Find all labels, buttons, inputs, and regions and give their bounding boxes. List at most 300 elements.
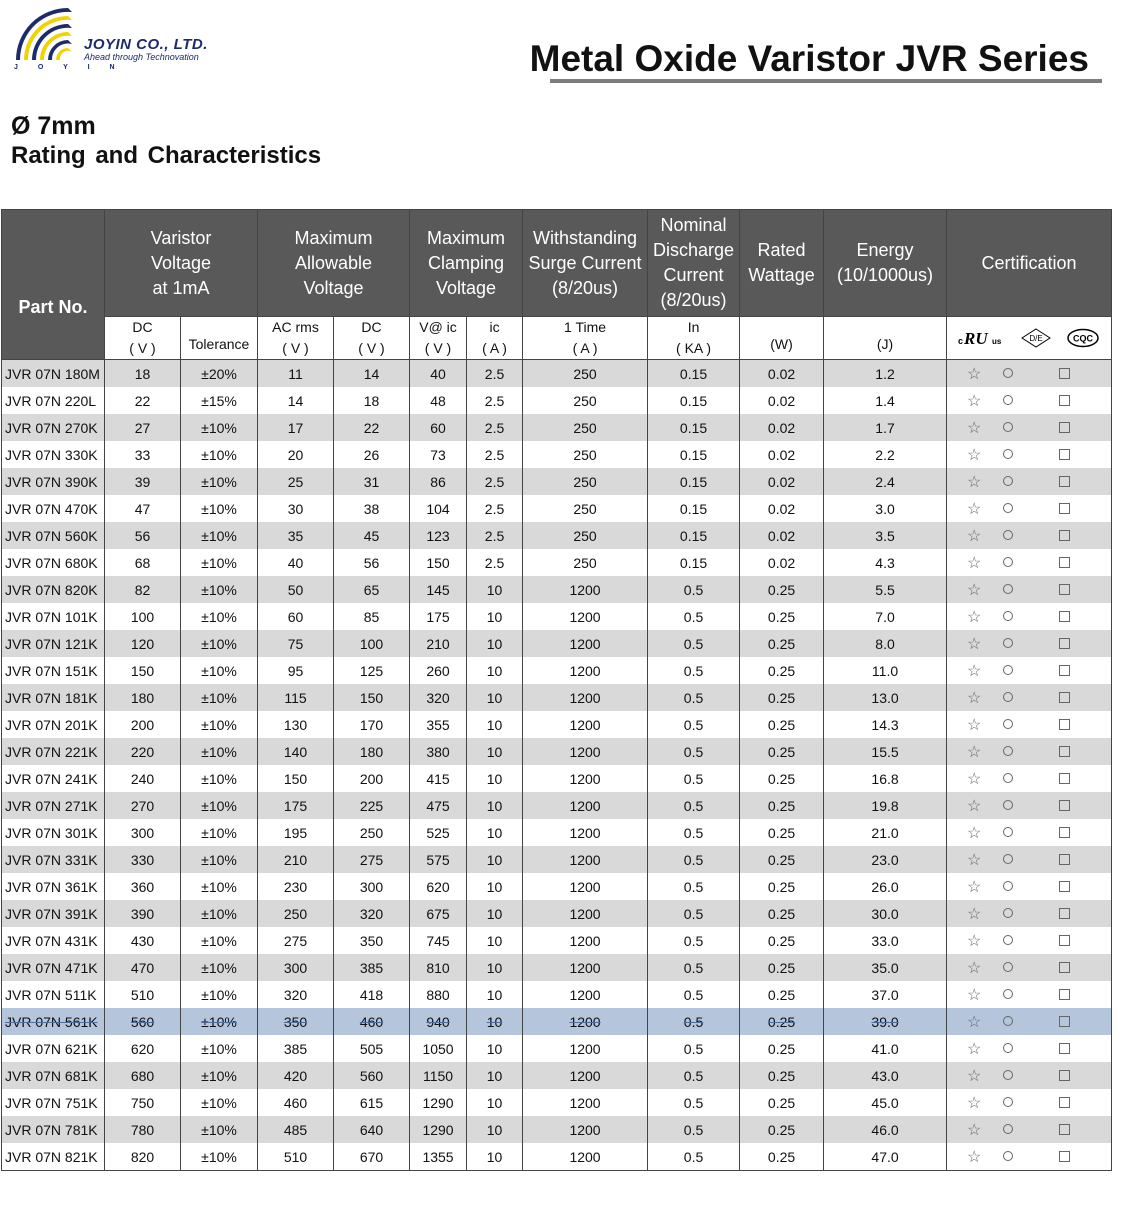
cell-ac-rms: 460 <box>258 1089 334 1116</box>
square-mark-icon <box>1059 773 1070 784</box>
document-title: Metal Oxide Varistor JVR Series <box>529 38 1089 79</box>
cell-clamp-voltage: 260 <box>410 657 467 684</box>
title-underline <box>550 79 1102 83</box>
cell-discharge-current: 0.5 <box>648 738 740 765</box>
cell-tolerance: ±10% <box>181 1035 258 1062</box>
cqc-logo-icon <box>1066 328 1100 348</box>
cell-energy: 16.8 <box>824 765 947 792</box>
table-row <box>2 1089 1112 1116</box>
cell-clamp-voltage: 575 <box>410 846 467 873</box>
table-row <box>2 468 1112 495</box>
cell-dc-voltage: 620 <box>105 1035 181 1062</box>
cell-ic: 10 <box>467 927 523 954</box>
cell-energy: 1.4 <box>824 387 947 414</box>
company-tagline: Ahead through Technovation <box>84 52 199 62</box>
square-mark-icon <box>1059 1097 1070 1108</box>
square-mark-icon <box>1059 800 1070 811</box>
circle-mark-icon <box>1003 395 1013 405</box>
svg-text:us: us <box>992 337 1002 346</box>
cell-tolerance: ±10% <box>181 792 258 819</box>
cell-surge-current: 250 <box>523 441 648 468</box>
cell-ac-rms: 195 <box>258 819 334 846</box>
cell-dc-allowable: 320 <box>334 900 410 927</box>
cell-wattage: 0.02 <box>740 468 824 495</box>
cell-dc-allowable: 180 <box>334 738 410 765</box>
cell-surge-current: 1200 <box>523 1089 648 1116</box>
square-mark-icon <box>1059 692 1070 703</box>
cell-clamp-voltage: 60 <box>410 414 467 441</box>
cell-discharge-current: 0.5 <box>648 576 740 603</box>
cell-ac-rms: 11 <box>258 360 334 388</box>
star-mark-icon: ☆ <box>967 420 982 437</box>
cell-ac-rms: 510 <box>258 1143 334 1171</box>
star-mark-icon: ☆ <box>967 555 982 572</box>
cell-energy: 47.0 <box>824 1143 947 1171</box>
cell-dc-allowable: 350 <box>334 927 410 954</box>
cell-ic: 10 <box>467 765 523 792</box>
cell-ic: 10 <box>467 954 523 981</box>
header-certification: Certification <box>947 210 1112 317</box>
cell-clamp-voltage: 355 <box>410 711 467 738</box>
cell-energy: 46.0 <box>824 1116 947 1143</box>
cell-dc-voltage: 39 <box>105 468 181 495</box>
cell-ac-rms: 210 <box>258 846 334 873</box>
circle-mark-icon <box>1003 908 1013 918</box>
cell-energy: 19.8 <box>824 792 947 819</box>
cell-part-no: JVR 07N 561K <box>2 1008 105 1035</box>
subheader-watt: (W) <box>740 317 824 360</box>
cell-dc-voltage: 240 <box>105 765 181 792</box>
cell-dc-allowable: 225 <box>334 792 410 819</box>
square-mark-icon <box>1059 1124 1070 1135</box>
star-mark-icon: ☆ <box>967 1122 982 1139</box>
cell-tolerance: ±20% <box>181 360 258 388</box>
cell-part-no: JVR 07N 680K <box>2 549 105 576</box>
cell-wattage: 0.25 <box>740 630 824 657</box>
square-mark-icon <box>1059 719 1070 730</box>
cell-wattage: 0.25 <box>740 576 824 603</box>
cell-discharge-current: 0.15 <box>648 522 740 549</box>
circle-mark-icon <box>1003 746 1013 756</box>
circle-mark-icon <box>1003 476 1013 486</box>
cell-dc-allowable: 418 <box>334 981 410 1008</box>
cell-clamp-voltage: 145 <box>410 576 467 603</box>
square-mark-icon <box>1059 1043 1070 1054</box>
cell-surge-current: 1200 <box>523 684 648 711</box>
cell-tolerance: ±10% <box>181 927 258 954</box>
cell-tolerance: ±10% <box>181 414 258 441</box>
cell-dc-voltage: 33 <box>105 441 181 468</box>
cell-certification <box>947 657 1112 684</box>
cell-wattage: 0.25 <box>740 792 824 819</box>
star-mark-icon: ☆ <box>967 906 982 923</box>
cell-ic: 10 <box>467 981 523 1008</box>
cell-discharge-current: 0.5 <box>648 1116 740 1143</box>
cell-clamp-voltage: 104 <box>410 495 467 522</box>
cell-energy: 2.4 <box>824 468 947 495</box>
table-row <box>2 360 1112 388</box>
cell-ac-rms: 385 <box>258 1035 334 1062</box>
table-row <box>2 630 1112 657</box>
cell-discharge-current: 0.15 <box>648 495 740 522</box>
cell-part-no: JVR 07N 390K <box>2 468 105 495</box>
cell-clamp-voltage: 1050 <box>410 1035 467 1062</box>
cell-surge-current: 1200 <box>523 927 648 954</box>
star-mark-icon: ☆ <box>967 852 982 869</box>
circle-mark-icon <box>1003 719 1013 729</box>
ul-us-logo-icon <box>958 328 1006 348</box>
cell-energy: 5.5 <box>824 576 947 603</box>
cell-tolerance: ±10% <box>181 1116 258 1143</box>
cell-clamp-voltage: 415 <box>410 765 467 792</box>
cell-part-no: JVR 07N 621K <box>2 1035 105 1062</box>
table-row <box>2 1143 1112 1171</box>
star-mark-icon: ☆ <box>967 1014 982 1031</box>
cell-dc-allowable: 385 <box>334 954 410 981</box>
cell-clamp-voltage: 380 <box>410 738 467 765</box>
cell-wattage: 0.25 <box>740 927 824 954</box>
cell-tolerance: ±10% <box>181 630 258 657</box>
cell-tolerance: ±10% <box>181 954 258 981</box>
square-mark-icon <box>1059 962 1070 973</box>
cell-dc-allowable: 275 <box>334 846 410 873</box>
cell-certification <box>947 549 1112 576</box>
cell-ac-rms: 175 <box>258 792 334 819</box>
cell-discharge-current: 0.5 <box>648 765 740 792</box>
circle-mark-icon <box>1003 989 1013 999</box>
cell-wattage: 0.25 <box>740 981 824 1008</box>
cell-wattage: 0.25 <box>740 1089 824 1116</box>
subheader-joule: (J) <box>824 317 947 360</box>
cell-certification <box>947 522 1112 549</box>
cell-energy: 1.2 <box>824 360 947 388</box>
cell-dc-voltage: 200 <box>105 711 181 738</box>
cell-wattage: 0.02 <box>740 387 824 414</box>
size-heading: Ø 7mm <box>11 112 96 140</box>
cell-wattage: 0.25 <box>740 738 824 765</box>
cell-tolerance: ±10% <box>181 846 258 873</box>
cell-ac-rms: 140 <box>258 738 334 765</box>
cell-ac-rms: 35 <box>258 522 334 549</box>
cell-ic: 10 <box>467 1062 523 1089</box>
table-row <box>2 1008 1112 1035</box>
cell-dc-voltage: 22 <box>105 387 181 414</box>
table-row <box>2 1116 1112 1143</box>
cell-energy: 30.0 <box>824 900 947 927</box>
cell-ic: 10 <box>467 792 523 819</box>
table-row <box>2 414 1112 441</box>
cell-part-no: JVR 07N 201K <box>2 711 105 738</box>
cell-wattage: 0.25 <box>740 765 824 792</box>
square-mark-icon <box>1059 881 1070 892</box>
table-row <box>2 981 1112 1008</box>
cell-clamp-voltage: 620 <box>410 873 467 900</box>
cell-ic: 2.5 <box>467 549 523 576</box>
cell-certification <box>947 441 1112 468</box>
cell-energy: 26.0 <box>824 873 947 900</box>
star-mark-icon: ☆ <box>967 717 982 734</box>
circle-mark-icon <box>1003 530 1013 540</box>
cell-energy: 1.7 <box>824 414 947 441</box>
table-row <box>2 765 1112 792</box>
subheader-1-time: 1 Time ( A ) <box>523 317 648 360</box>
cell-tolerance: ±10% <box>181 468 258 495</box>
cell-discharge-current: 0.5 <box>648 1062 740 1089</box>
cell-surge-current: 1200 <box>523 1062 648 1089</box>
subheader-dc-2: DC ( V ) <box>334 317 410 360</box>
cell-certification <box>947 387 1112 414</box>
cell-part-no: JVR 07N 821K <box>2 1143 105 1171</box>
circle-mark-icon <box>1003 854 1013 864</box>
subheader-tolerance: Tolerance <box>181 317 258 360</box>
cell-dc-allowable: 85 <box>334 603 410 630</box>
cell-energy: 8.0 <box>824 630 947 657</box>
cell-surge-current: 1200 <box>523 873 648 900</box>
cell-ic: 2.5 <box>467 414 523 441</box>
cell-dc-allowable: 125 <box>334 657 410 684</box>
square-mark-icon <box>1059 530 1070 541</box>
cell-ic: 10 <box>467 576 523 603</box>
cell-discharge-current: 0.5 <box>648 684 740 711</box>
cell-ic: 2.5 <box>467 441 523 468</box>
star-mark-icon: ☆ <box>967 744 982 761</box>
cell-ac-rms: 20 <box>258 441 334 468</box>
cell-certification <box>947 630 1112 657</box>
star-mark-icon: ☆ <box>967 771 982 788</box>
cell-wattage: 0.25 <box>740 819 824 846</box>
cell-ic: 10 <box>467 1035 523 1062</box>
cell-dc-allowable: 200 <box>334 765 410 792</box>
square-mark-icon <box>1059 449 1070 460</box>
cell-wattage: 0.02 <box>740 549 824 576</box>
cell-discharge-current: 0.15 <box>648 549 740 576</box>
circle-mark-icon <box>1003 611 1013 621</box>
cell-ic: 10 <box>467 1143 523 1171</box>
cell-energy: 37.0 <box>824 981 947 1008</box>
cell-dc-allowable: 250 <box>334 819 410 846</box>
circle-mark-icon <box>1003 638 1013 648</box>
cell-clamp-voltage: 1290 <box>410 1089 467 1116</box>
cell-wattage: 0.25 <box>740 1008 824 1035</box>
cell-surge-current: 1200 <box>523 711 648 738</box>
cell-certification <box>947 468 1112 495</box>
cell-ic: 10 <box>467 738 523 765</box>
cell-part-no: JVR 07N 391K <box>2 900 105 927</box>
cell-wattage: 0.02 <box>740 441 824 468</box>
circle-mark-icon <box>1003 1070 1013 1080</box>
cell-wattage: 0.25 <box>740 1062 824 1089</box>
company-name: JOYIN CO., LTD. <box>84 36 208 53</box>
cell-part-no: JVR 07N 181K <box>2 684 105 711</box>
cell-ac-rms: 95 <box>258 657 334 684</box>
circle-mark-icon <box>1003 827 1013 837</box>
section-heading: Rating and Characteristics <box>11 142 322 169</box>
cell-certification <box>947 819 1112 846</box>
cell-dc-allowable: 18 <box>334 387 410 414</box>
cell-dc-allowable: 460 <box>334 1008 410 1035</box>
cell-tolerance: ±10% <box>181 1143 258 1171</box>
cell-ac-rms: 60 <box>258 603 334 630</box>
cell-energy: 39.0 <box>824 1008 947 1035</box>
cell-clamp-voltage: 810 <box>410 954 467 981</box>
cell-ac-rms: 17 <box>258 414 334 441</box>
cell-discharge-current: 0.5 <box>648 873 740 900</box>
header-rated-wattage: Rated Wattage <box>740 210 824 317</box>
table-row <box>2 846 1112 873</box>
cell-surge-current: 250 <box>523 468 648 495</box>
square-mark-icon <box>1059 368 1070 379</box>
cell-energy: 21.0 <box>824 819 947 846</box>
cell-ac-rms: 230 <box>258 873 334 900</box>
cell-discharge-current: 0.15 <box>648 414 740 441</box>
cell-part-no: JVR 07N 781K <box>2 1116 105 1143</box>
cell-ic: 10 <box>467 1089 523 1116</box>
cell-surge-current: 250 <box>523 549 648 576</box>
circle-mark-icon <box>1003 1124 1013 1134</box>
cell-surge-current: 250 <box>523 522 648 549</box>
joyin-logo-icon <box>12 2 82 62</box>
square-mark-icon <box>1059 557 1070 568</box>
table-row <box>2 1035 1112 1062</box>
cell-dc-allowable: 65 <box>334 576 410 603</box>
cell-part-no: JVR 07N 751K <box>2 1089 105 1116</box>
cell-wattage: 0.25 <box>740 1116 824 1143</box>
circle-mark-icon <box>1003 584 1013 594</box>
cell-certification <box>947 603 1112 630</box>
cell-dc-allowable: 45 <box>334 522 410 549</box>
cell-tolerance: ±10% <box>181 873 258 900</box>
circle-mark-icon <box>1003 692 1013 702</box>
cell-part-no: JVR 07N 361K <box>2 873 105 900</box>
cell-certification <box>947 981 1112 1008</box>
cell-tolerance: ±10% <box>181 900 258 927</box>
cell-dc-voltage: 100 <box>105 603 181 630</box>
cell-dc-voltage: 300 <box>105 819 181 846</box>
cell-ic: 10 <box>467 711 523 738</box>
cell-clamp-voltage: 320 <box>410 684 467 711</box>
cell-wattage: 0.02 <box>740 414 824 441</box>
cell-certification <box>947 1089 1112 1116</box>
cell-energy: 23.0 <box>824 846 947 873</box>
cell-surge-current: 1200 <box>523 765 648 792</box>
cell-ic: 10 <box>467 630 523 657</box>
star-mark-icon: ☆ <box>967 501 982 518</box>
cell-discharge-current: 0.5 <box>648 1035 740 1062</box>
circle-mark-icon <box>1003 665 1013 675</box>
table-row <box>2 738 1112 765</box>
cell-ic: 2.5 <box>467 522 523 549</box>
cell-certification <box>947 360 1112 388</box>
square-mark-icon <box>1059 395 1070 406</box>
cell-wattage: 0.25 <box>740 684 824 711</box>
cell-dc-voltage: 820 <box>105 1143 181 1171</box>
cell-dc-allowable: 26 <box>334 441 410 468</box>
star-mark-icon: ☆ <box>967 690 982 707</box>
cell-discharge-current: 0.5 <box>648 657 740 684</box>
cell-clamp-voltage: 940 <box>410 1008 467 1035</box>
cell-ac-rms: 50 <box>258 576 334 603</box>
cell-surge-current: 250 <box>523 495 648 522</box>
cell-wattage: 0.25 <box>740 900 824 927</box>
page-header <box>0 0 1131 90</box>
cell-ic: 10 <box>467 1008 523 1035</box>
header-nominal-discharge: Nominal Discharge Current (8/20us) <box>648 210 740 317</box>
cell-certification <box>947 576 1112 603</box>
cell-energy: 15.5 <box>824 738 947 765</box>
cell-ac-rms: 420 <box>258 1062 334 1089</box>
cell-energy: 45.0 <box>824 1089 947 1116</box>
table-row <box>2 1062 1112 1089</box>
cell-ac-rms: 40 <box>258 549 334 576</box>
cell-certification <box>947 792 1112 819</box>
cell-discharge-current: 0.5 <box>648 819 740 846</box>
cell-dc-allowable: 150 <box>334 684 410 711</box>
cell-energy: 41.0 <box>824 1035 947 1062</box>
circle-mark-icon <box>1003 1151 1013 1161</box>
table-row <box>2 441 1112 468</box>
star-mark-icon: ☆ <box>967 825 982 842</box>
cell-tolerance: ±10% <box>181 603 258 630</box>
cell-certification <box>947 711 1112 738</box>
cell-ac-rms: 25 <box>258 468 334 495</box>
cell-ac-rms: 30 <box>258 495 334 522</box>
cell-certification <box>947 738 1112 765</box>
cell-dc-allowable: 300 <box>334 873 410 900</box>
cell-discharge-current: 0.5 <box>648 927 740 954</box>
cell-tolerance: ±10% <box>181 549 258 576</box>
svg-text:CQC: CQC <box>1072 333 1093 344</box>
square-mark-icon <box>1059 611 1070 622</box>
cell-surge-current: 1200 <box>523 954 648 981</box>
square-mark-icon <box>1059 1070 1070 1081</box>
square-mark-icon <box>1059 665 1070 676</box>
cell-tolerance: ±10% <box>181 522 258 549</box>
square-mark-icon <box>1059 908 1070 919</box>
cell-discharge-current: 0.15 <box>648 387 740 414</box>
cell-energy: 11.0 <box>824 657 947 684</box>
cell-tolerance: ±10% <box>181 684 258 711</box>
cell-tolerance: ±10% <box>181 1008 258 1035</box>
cell-part-no: JVR 07N 221K <box>2 738 105 765</box>
cell-clamp-voltage: 1290 <box>410 1116 467 1143</box>
circle-mark-icon <box>1003 962 1013 972</box>
table-row <box>2 900 1112 927</box>
cell-ic: 10 <box>467 873 523 900</box>
cell-energy: 14.3 <box>824 711 947 738</box>
star-mark-icon: ☆ <box>967 609 982 626</box>
cell-dc-voltage: 510 <box>105 981 181 1008</box>
cell-part-no: JVR 07N 681K <box>2 1062 105 1089</box>
cell-part-no: JVR 07N 431K <box>2 927 105 954</box>
cell-dc-voltage: 390 <box>105 900 181 927</box>
cell-dc-voltage: 680 <box>105 1062 181 1089</box>
table-row <box>2 576 1112 603</box>
cell-ic: 10 <box>467 819 523 846</box>
square-mark-icon <box>1059 854 1070 865</box>
cell-certification <box>947 846 1112 873</box>
cell-discharge-current: 0.5 <box>648 630 740 657</box>
cell-certification <box>947 1062 1112 1089</box>
cell-energy: 4.3 <box>824 549 947 576</box>
table-row <box>2 711 1112 738</box>
cell-certification <box>947 927 1112 954</box>
cell-clamp-voltage: 175 <box>410 603 467 630</box>
cell-wattage: 0.25 <box>740 711 824 738</box>
table-row <box>2 387 1112 414</box>
cell-energy: 13.0 <box>824 684 947 711</box>
circle-mark-icon <box>1003 1043 1013 1053</box>
cell-wattage: 0.02 <box>740 495 824 522</box>
